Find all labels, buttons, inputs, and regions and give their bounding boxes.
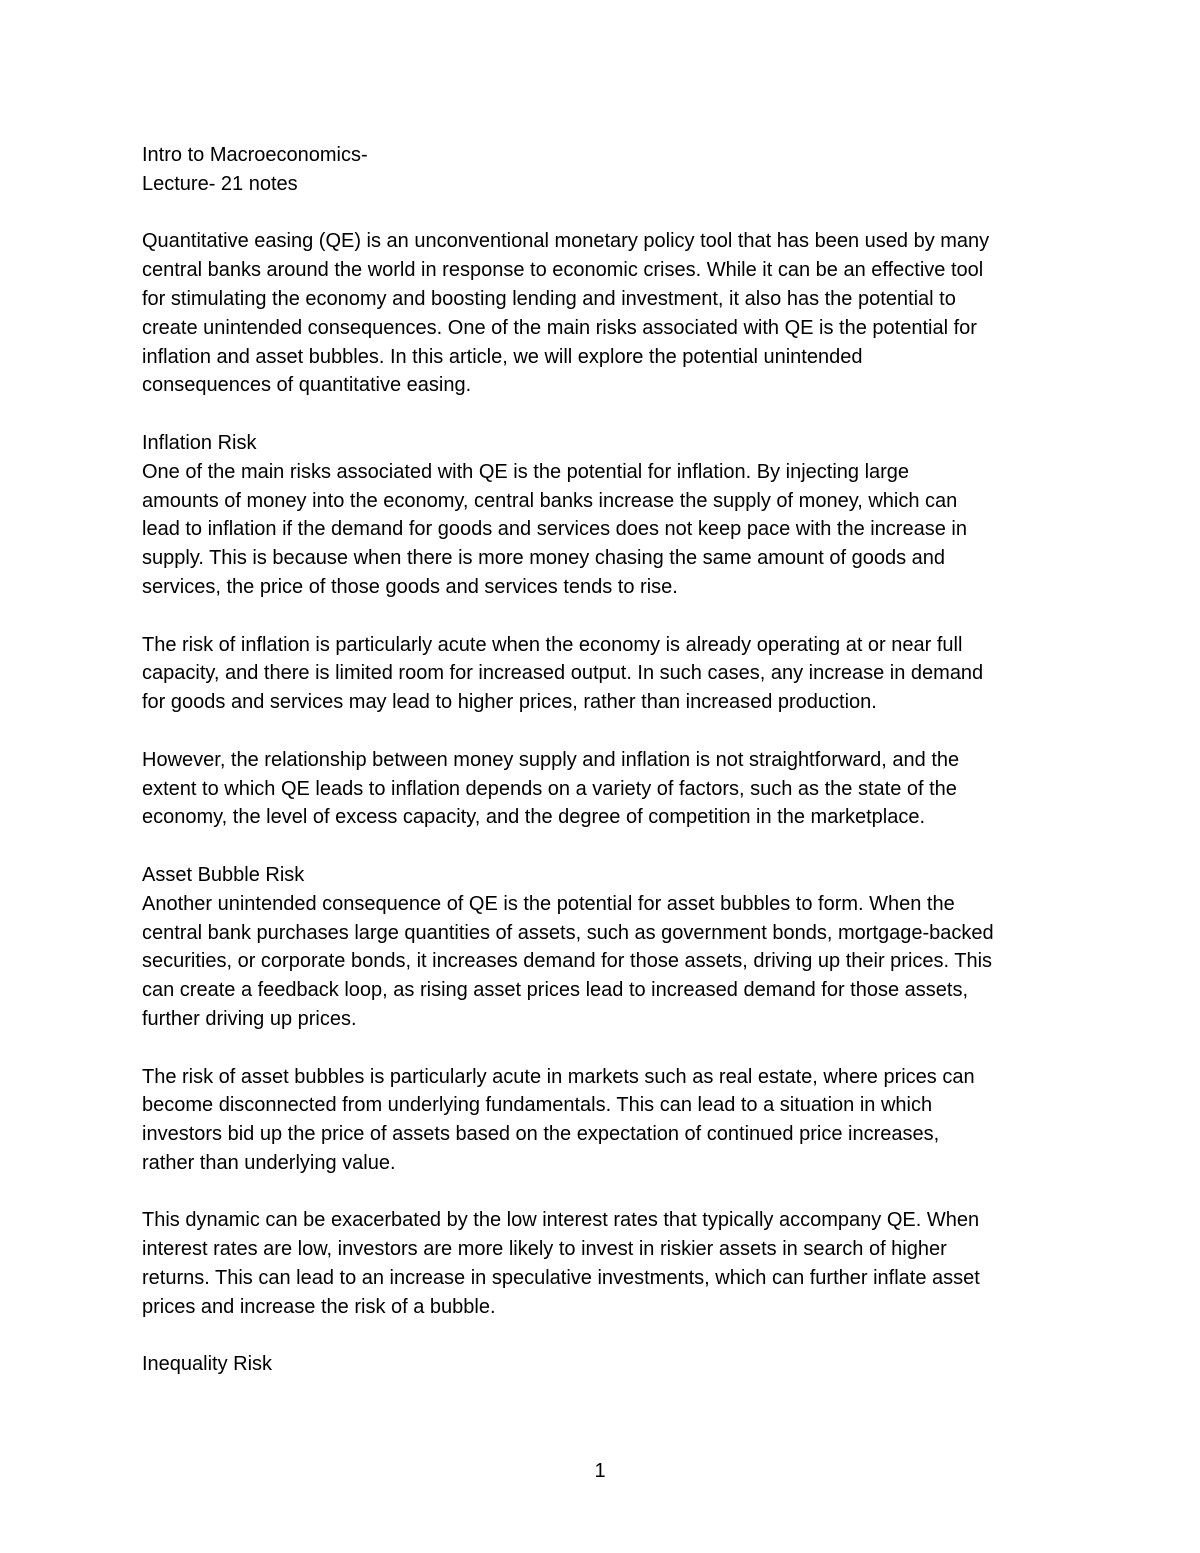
text-line: securities, or corporate bonds, it increases demand for those assets, driving up their prices. This <box>142 950 993 973</box>
text-line: supply. This is because when there is more money chasing the same amount of goods and <box>142 547 946 570</box>
text-line: Another unintended consequence of QE is the potential for asset bubbles to form. When the <box>142 892 955 915</box>
text-line: lead to inflation if the demand for goods and services does not keep pace with the increase in <box>142 518 967 541</box>
text-line: prices and increase the risk of a bubble. <box>142 1295 496 1318</box>
intro-paragraph <box>142 227 1067 400</box>
text-line: interest rates are low, investors are more likely to invest in riskier assets in search of higher <box>142 1238 947 1261</box>
document-subtitle: Lecture- 21 notes <box>142 172 298 195</box>
text-line: consequences of quantitative easing. <box>142 374 472 397</box>
paragraph-gap <box>142 1322 1067 1351</box>
text-line: This dynamic can be exacerbated by the low interest rates that typically accompany QE. When <box>142 1209 980 1232</box>
text-line: returns. This can lead to an increase in speculative investments, which can further inflate asset <box>142 1267 980 1290</box>
paragraph-gap <box>142 1178 1067 1207</box>
text-line: The risk of inflation is particularly acute when the economy is already operating at or near full <box>142 633 963 656</box>
asset-paragraph-2 <box>142 1063 1067 1178</box>
paragraph-gap <box>142 602 1067 631</box>
paragraph-gap <box>142 717 1067 746</box>
paragraph-gap <box>142 400 1067 429</box>
paragraph-gap <box>142 1034 1067 1063</box>
text-line: create unintended consequences. One of the main risks associated with QE is the potential for <box>142 316 977 339</box>
text-line: for goods and services may lead to higher prices, rather than increased production. <box>142 691 877 714</box>
asset-paragraph-3 <box>142 1206 1067 1321</box>
document-body <box>142 141 1067 1379</box>
text-line: further driving up prices. <box>142 1007 357 1030</box>
text-line: can create a feedback loop, as rising asset prices lead to increased demand for those assets, <box>142 979 969 1002</box>
text-line: become disconnected from underlying fundamentals. This can lead to a situation in which <box>142 1094 933 1117</box>
inflation-paragraph-1 <box>142 458 1067 602</box>
paragraph-gap <box>142 199 1067 228</box>
text-line: investors bid up the price of assets based on the expectation of continued price increases, <box>142 1123 940 1146</box>
section-heading-inflation: Inflation Risk <box>142 431 257 454</box>
text-line: central bank purchases large quantities of assets, such as government bonds, mortgage-backed <box>142 921 994 944</box>
paragraph-gap <box>142 832 1067 861</box>
inflation-paragraph-2 <box>142 631 1067 717</box>
text-line: inflation and asset bubbles. In this article, we will explore the potential unintended <box>142 345 863 368</box>
page-number: 1 <box>594 1460 606 1482</box>
text-line: services, the price of those goods and services tends to rise. <box>142 575 678 598</box>
text-line: Quantitative easing (QE) is an unconventional monetary policy tool that has been used by many <box>142 230 990 253</box>
document-title: Intro to Macroeconomics- <box>142 144 368 166</box>
text-line: However, the relationship between money supply and inflation is not straightforward, and the <box>142 748 960 771</box>
text-line: The risk of asset bubbles is particularly acute in markets such as real estate, where prices can <box>142 1065 975 1088</box>
text-line: rather than underlying value. <box>142 1151 396 1174</box>
section-heading-asset-bubble: Asset Bubble Risk <box>142 863 305 886</box>
text-line: amounts of money into the economy, central banks increase the supply of money, which can <box>142 489 958 512</box>
text-line: central banks around the world in response to economic crises. While it can be an effective tool <box>142 259 984 282</box>
text-line: economy, the level of excess capacity, and the degree of competition in the marketplace. <box>142 806 926 829</box>
text-line: for stimulating the economy and boosting lending and investment, it also has the potential to <box>142 287 956 310</box>
asset-paragraph-1 <box>142 890 1067 1034</box>
text-line: capacity, and there is limited room for increased output. In such cases, any increase in demand <box>142 662 984 685</box>
section-heading-inequality: Inequality Risk <box>142 1353 273 1376</box>
text-line: extent to which QE leads to inflation depends on a variety of factors, such as the state of the <box>142 777 957 800</box>
inflation-paragraph-3 <box>142 746 1067 832</box>
text-line: One of the main risks associated with QE is the potential for inflation. By injecting large <box>142 460 910 483</box>
